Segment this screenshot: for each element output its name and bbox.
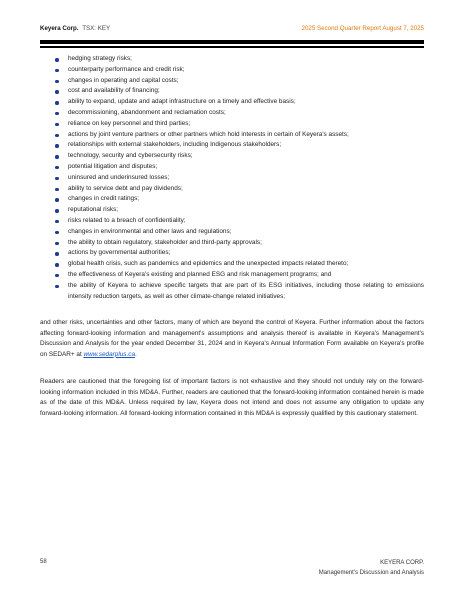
page-header	[40, 22, 424, 36]
bullet-icon	[55, 177, 59, 181]
footer-document: Management's Discussion and Analysis	[318, 569, 424, 576]
risk-factor-list	[54, 54, 424, 302]
bullet-icon	[55, 155, 59, 159]
list-item-text: ability to service debt and pay dividends;	[68, 184, 183, 192]
bullet-icon	[55, 144, 59, 148]
bullet-icon	[55, 220, 59, 224]
list-item-text: global health crisis, such as pandemics and epidemics and the unexpected impacts related thereto;	[68, 260, 349, 268]
list-item	[54, 238, 424, 249]
list-item-text: actions by governmental authorities;	[68, 249, 171, 257]
list-item-text: uninsured and underinsured losses;	[68, 173, 170, 181]
bullet-icon	[55, 263, 59, 267]
list-item-text: reputational risks;	[68, 206, 119, 214]
list-item-text: decommissioning, abandonment and reclamation costs;	[68, 108, 226, 116]
footer-company: KEYERA CORP.	[380, 560, 424, 566]
list-item	[54, 140, 424, 151]
header-rule-thick	[40, 40, 424, 44]
list-item-text: changes in credit ratings;	[68, 195, 140, 203]
bullet-icon	[55, 58, 59, 62]
list-item	[54, 54, 424, 65]
bullet-icon	[55, 80, 59, 84]
page-number: 58	[40, 559, 47, 565]
list-item-text: counterparty performance and credit risk;	[68, 65, 185, 73]
list-item	[54, 151, 424, 162]
list-item-text: the effectiveness of Keyera's existing and planned ESG and risk management programs; and	[68, 270, 332, 278]
cautionary-paragraph: Readers are cautioned that the foregoing list of important factors is not exhaustive and they should not unduly rely on the forward-looking information included in this MD&A. Further, readers are cautioned that the forward-looking information contained herein is made as of the date of this MD&A. Unless required by law, Keyera does not intend and does not assume any obligation to update any forward-looking information. All forward-looking information contained in this MD&A is expressly qualified by this cautionary statement.	[40, 378, 424, 417]
list-item	[54, 281, 424, 303]
list-item	[54, 248, 424, 259]
paragraph-text: and other risks, uncertainties and other factors, many of which are beyond the control of Keyera. Further information about the factors affecting forward-looking information and management's assumptions and analysis thereof is available in Keyera's Management's Discussion and Analysis for the year ended December 31, 2024 and in Keyera's Annual Information Form available on Keyera's profile on SEDAR+ at	[40, 319, 424, 358]
list-item-text: cost and availability of financing;	[68, 87, 160, 95]
bullet-icon	[55, 134, 59, 138]
bullet-icon	[55, 274, 59, 278]
paragraph-end: .	[135, 350, 137, 358]
ticker-symbol: TSX: KEY	[82, 25, 111, 32]
list-item-text: reliance on key personnel and third parties;	[68, 119, 191, 127]
list-item	[54, 205, 424, 216]
bullet-icon	[55, 69, 59, 73]
bullet-icon	[55, 252, 59, 256]
list-item	[54, 259, 424, 270]
list-item	[54, 97, 424, 108]
list-item	[54, 76, 424, 87]
list-item-text: actions by joint venture partners or other partners which hold interests in certain of Keyera's assets;	[68, 130, 349, 138]
bullet-icon	[55, 90, 59, 94]
list-item	[54, 108, 424, 119]
list-item	[54, 270, 424, 281]
company-name: Keyera Corp.	[40, 25, 79, 32]
bullet-icon	[55, 209, 59, 213]
list-item	[54, 130, 424, 141]
list-item	[54, 119, 424, 130]
list-item	[54, 216, 424, 227]
bullet-icon	[55, 101, 59, 105]
list-item-text: the ability to obtain regulatory, stakeholder and third-party approvals;	[68, 238, 262, 246]
footer-info	[319, 559, 424, 578]
bullet-icon	[55, 188, 59, 192]
bullet-icon	[55, 166, 59, 170]
list-item	[54, 65, 424, 76]
bullet-icon	[55, 285, 59, 289]
list-item	[54, 227, 424, 238]
list-item-text: the ability of Keyera to achieve specific targets that are part of its ESG initiatives, including those relating to emissions intensity reduction targets, as well as other climate-change related initiatives;	[68, 281, 424, 300]
list-item-text: potential litigation and disputes;	[68, 162, 158, 170]
list-item-text: risks related to a breach of confidentiality;	[68, 216, 186, 224]
list-item-text: hedging strategy risks;	[68, 55, 132, 62]
bullet-icon	[55, 123, 59, 127]
list-item	[54, 184, 424, 195]
bullet-icon	[55, 242, 59, 246]
sedar-link[interactable]: www.sedarplus.ca	[83, 350, 136, 358]
list-item	[54, 173, 424, 184]
bullet-icon	[55, 231, 59, 235]
header-rule-thin	[40, 46, 424, 48]
list-item-text: technology, security and cybersecurity risks;	[68, 152, 193, 160]
report-title: 2025 Second Quarter Report August 7, 2025	[301, 25, 424, 32]
list-item-text: changes in operating and capital costs;	[68, 76, 179, 84]
bullet-icon	[55, 198, 59, 202]
list-item-text: relationships with external stakeholders, including Indigenous stakeholders;	[68, 141, 282, 149]
further-information-paragraph	[40, 318, 424, 360]
list-item-text: changes in environmental and other laws and regulations;	[68, 227, 232, 235]
bullet-icon	[55, 112, 59, 116]
list-item	[54, 86, 424, 97]
list-item-text: ability to expand, update and adapt infrastructure on a timely and effective basis;	[68, 98, 296, 106]
list-item	[54, 194, 424, 205]
list-item	[54, 162, 424, 173]
